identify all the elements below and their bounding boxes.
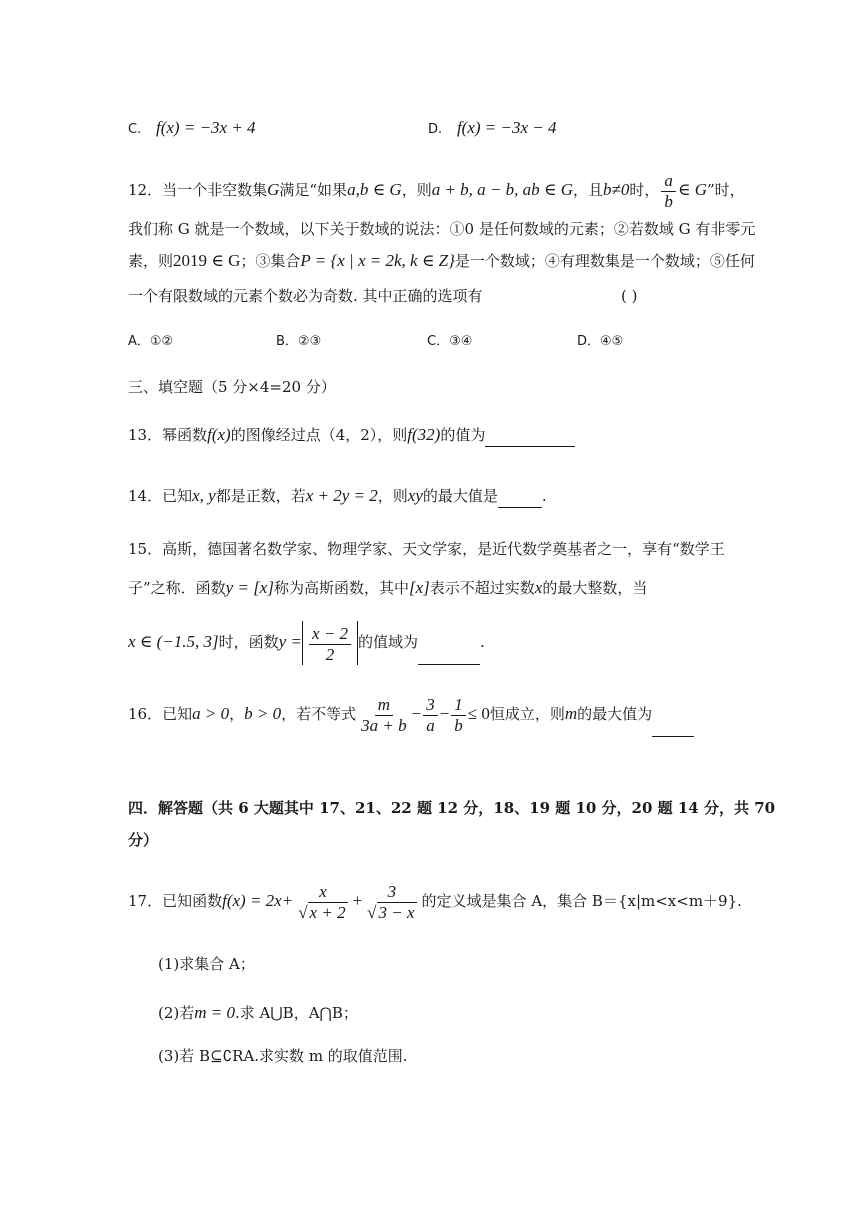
q13-text: 的值为 (440, 426, 486, 444)
q17-stem (128, 877, 742, 925)
q12-option-c: C．③④ (427, 334, 473, 349)
q16-fraction-1-den: 3a + b (361, 715, 407, 735)
q12-line-1 (128, 170, 745, 212)
q15-text: 高斯，德国著名数学家、物理学家、天文学家，是近代数学奠基者之一，享有“数学王 (162, 540, 725, 558)
q17-fraction-2-den: √ 3 − x (367, 902, 415, 922)
q13-text: 幂函数 (162, 426, 208, 444)
q13-number: 13． (128, 426, 163, 444)
q16-math: − (411, 704, 422, 723)
q16-text: 已知 (162, 705, 193, 723)
section-4-heading-line-2: 分） (128, 831, 159, 849)
q14-math: xy (407, 486, 423, 505)
q14-text: 已知 (162, 487, 193, 505)
q13-text: 的图像经过点（4，2），则 (230, 426, 408, 444)
q14 (128, 485, 547, 508)
q16 (128, 692, 694, 737)
q12-line-2: 我们称 G 就是一个数域，以下关于数域的说法：①0 是任何数域的元素；②若数域 G 有非零元 (128, 220, 756, 238)
q12-option-a: A．①② (128, 334, 174, 349)
q17-fraction-2 (364, 882, 419, 923)
q15-floor-bracket (302, 621, 358, 665)
q12-text: 是一个数域；④有理数集是一个数域；⑤任何 (454, 252, 755, 270)
q12-option-b: B．②③ (276, 334, 322, 349)
q15-text: 表示不超过实数 (429, 579, 535, 597)
q14-math: x + 2y = 2 (305, 486, 378, 505)
q12-fraction (661, 171, 676, 212)
q17-text: 的定义域是集合 A，集合 B＝{x|m<x<m＋9}. (421, 892, 742, 910)
q12-fraction-num: a (661, 171, 676, 192)
q15-math: x ∈ (−1.5, 3] (128, 632, 219, 651)
q11-option-c-label: C. (128, 122, 142, 137)
q14-text: 都是正数，若 (215, 487, 306, 505)
q17-fraction-1-num: x (316, 882, 330, 903)
q15-fraction-num: x − 2 (309, 624, 351, 645)
q15-number: 15． (128, 540, 163, 558)
q17-math: + (352, 891, 363, 910)
q16-number: 16． (128, 705, 163, 723)
q12-text: ；③集合 (240, 252, 301, 270)
q12-math: P = {x | x = 2k, k ∈ Z} (300, 251, 455, 270)
q12-math: a + b, a − b, ab ∈ G (431, 180, 574, 199)
q15-text: . (479, 633, 485, 651)
q13-answer-blank (485, 424, 575, 447)
q12-text: ，且 (573, 181, 604, 199)
q15-fraction (309, 624, 351, 665)
q17-sqrt-1: x + 2 (309, 902, 346, 922)
section-4-heading-line-1: 四．解答题（共 6 大题其中 17、21、22 题 12 分，18、19 题 10 分，20 题 14 分，共 70 (128, 799, 776, 817)
q12-option-d: D．④⑤ (577, 334, 624, 349)
q11-option-c-expr: f(x) = −3x + 4 (156, 118, 256, 137)
q16-fraction-3-num: 1 (451, 695, 466, 716)
q12-number: 12． (128, 181, 163, 199)
q17-math: m = 0 (194, 1003, 235, 1022)
q13 (128, 424, 575, 447)
q15-line-3 (128, 620, 485, 665)
q17-text: (2)若 (158, 1004, 195, 1022)
q12-text: ”时， (707, 181, 745, 199)
q17-fraction-2-num: 3 (385, 882, 400, 903)
q11-option-d-label: D. (428, 122, 443, 137)
q15-text: 时，函数 (218, 633, 279, 651)
q15-answer-blank (418, 620, 480, 665)
q12-text: 素，则 (128, 252, 174, 270)
q16-math: m (564, 704, 578, 723)
q15-math: [x] (408, 578, 430, 597)
q12-line-4: 一个有限数域的元素个数必为奇数. 其中正确的选项有 (128, 287, 483, 305)
q15-line-1 (128, 538, 725, 560)
q12-line-3 (128, 250, 755, 272)
q13-math: f(x) (207, 425, 231, 444)
q12-text: ，则 (401, 181, 432, 199)
q16-fraction-2-den: a (426, 715, 435, 735)
q17-sub-1: (1)求集合 A； (158, 955, 255, 973)
q14-text: ，则 (377, 487, 408, 505)
q17-text: 已知函数 (162, 892, 223, 910)
q14-math: x, y (192, 486, 216, 505)
q15-math: x (534, 578, 543, 597)
q12-math: G (267, 180, 280, 199)
q12-math: 2019 ∈ G (173, 251, 241, 270)
q16-text: ，若不等式 (281, 705, 357, 723)
q14-text: . (541, 487, 547, 505)
q12-math: ∈ G (677, 180, 708, 199)
q17-fraction-1-den: √ x + 2 (298, 902, 346, 922)
q12-text: 当一个非空数集 (162, 181, 268, 199)
q16-fraction-3-den: b (454, 715, 463, 735)
q15-fraction-den: 2 (325, 644, 335, 664)
q16-math: − (439, 704, 450, 723)
q17-number: 17． (128, 892, 163, 910)
q11-option-c (128, 117, 256, 141)
q14-answer-blank (498, 485, 542, 508)
q16-math: a > 0 (192, 704, 230, 723)
q17-sub-2 (158, 1002, 358, 1024)
q14-number: 14． (128, 487, 163, 505)
q16-text: ， (229, 705, 245, 723)
q16-fraction-2-num: 3 (423, 695, 438, 716)
q15-text: 的最大整数，当 (542, 579, 648, 597)
q16-text: 的最大值为 (577, 705, 653, 723)
q13-math: f(32) (407, 425, 441, 444)
q16-text: 恒成立，则 (489, 705, 565, 723)
q12-answer-paren: ( ) (621, 287, 638, 305)
q12-text: 满足“如果 (279, 181, 348, 199)
section-3-heading: 三、填空题（5 分×4=20 分） (128, 378, 336, 396)
q12-text: 时， (629, 181, 660, 199)
q17-sqrt-2: 3 − x (378, 902, 415, 922)
q16-fraction-3 (451, 695, 466, 736)
q15-text: 子”之称．函数 (128, 579, 226, 597)
q15-math: y = [x] (225, 578, 274, 597)
q12-math: b≠0 (603, 180, 630, 199)
q17-text: .求 A⋃B，A⋂B； (235, 1004, 358, 1022)
q16-answer-blank (652, 692, 694, 737)
q12-math: a,b ∈ G (347, 180, 402, 199)
q16-math: b > 0 (244, 704, 282, 723)
q15-text: 的值域为 (357, 633, 418, 651)
q17-sub-3: (3)若 B⊆∁RA.求实数 m 的取值范围. (158, 1047, 408, 1065)
q11-option-d-expr: f(x) = −3x − 4 (456, 118, 557, 137)
q17-math: f(x) = 2x+ (222, 891, 294, 910)
q11-option-d (428, 117, 557, 141)
q15-math: y = (278, 632, 302, 651)
q16-fraction-2 (423, 695, 438, 736)
q16-math: ≤ 0 (467, 704, 490, 723)
q15-text: 称为高斯函数，其中 (273, 579, 409, 597)
q12-fraction-den: b (664, 191, 673, 211)
q14-text: 的最大值是 (422, 487, 498, 505)
q16-fraction-1 (358, 695, 409, 736)
q16-fraction-1-num: m (375, 695, 393, 716)
q17-fraction-1 (295, 882, 350, 923)
q15-line-2 (128, 577, 647, 599)
